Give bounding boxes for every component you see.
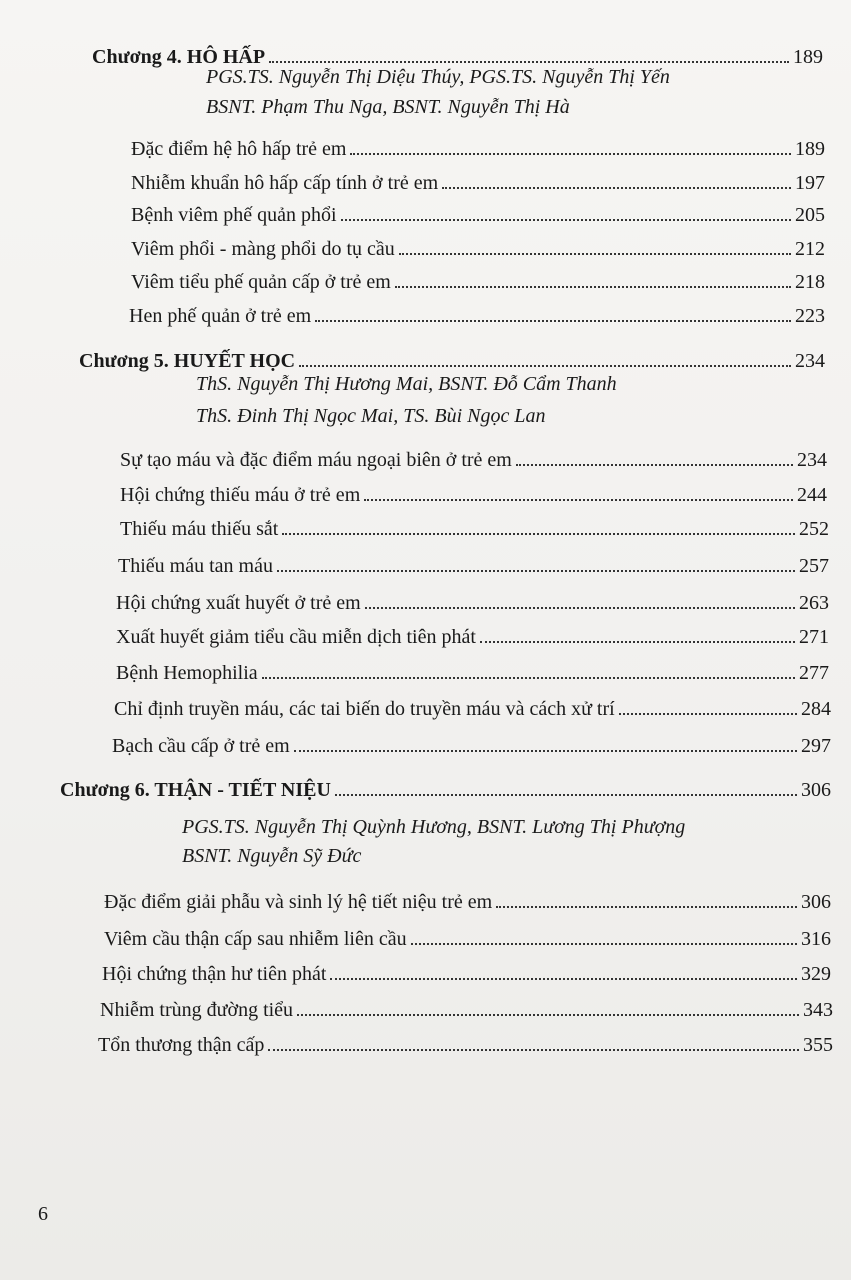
entry-page: 212 — [795, 238, 825, 260]
dot-leader — [315, 320, 791, 322]
entry-page: 244 — [797, 484, 827, 506]
toc-entry — [116, 662, 829, 685]
entry-title: Sự tạo máu và đặc điểm máu ngoại biên ở trẻ em — [120, 449, 512, 471]
entry-page: 197 — [795, 172, 825, 194]
entry-page: 263 — [799, 592, 829, 614]
toc-entry — [129, 305, 825, 328]
chapter-page: 189 — [793, 46, 823, 68]
dot-leader — [516, 464, 793, 466]
toc-entry — [116, 626, 829, 649]
entry-title: Hội chứng xuất huyết ở trẻ em — [116, 592, 361, 614]
entry-page: 284 — [801, 698, 831, 720]
entry-title: Hội chứng thận hư tiên phát — [102, 963, 327, 985]
toc-entry — [116, 592, 829, 615]
chapter-heading — [60, 779, 831, 802]
entry-page: 306 — [801, 891, 831, 913]
entry-page: 223 — [795, 305, 825, 327]
entry-title: Viêm tiểu phế quản cấp ở trẻ em — [131, 271, 391, 293]
dot-leader — [268, 1049, 799, 1051]
dot-leader — [442, 187, 791, 189]
toc-entry — [118, 555, 829, 578]
dot-leader — [364, 499, 793, 501]
entry-page: 316 — [801, 928, 831, 950]
dot-leader — [619, 713, 797, 715]
chapter-authors: PGS.TS. Nguyễn Thị Diệu Thúy, PGS.TS. Nguyễn Thị Yến — [206, 66, 670, 88]
dot-leader — [395, 286, 791, 288]
chapter-authors: PGS.TS. Nguyễn Thị Quỳnh Hương, BSNT. Lương Thị Phượng — [182, 816, 686, 838]
toc-entry — [98, 1034, 833, 1057]
entry-title: Nhiễm khuẩn hô hấp cấp tính ở trẻ em — [131, 172, 439, 194]
entry-page: 234 — [797, 449, 827, 471]
dot-leader — [335, 794, 797, 796]
toc-entry — [100, 999, 833, 1022]
entry-title: Chỉ định truyền máu, các tai biến do truyền máu và cách xử trí — [114, 698, 615, 720]
dot-leader — [365, 607, 795, 609]
entry-title: Bệnh Hemophilia — [116, 662, 258, 684]
entry-title: Thiếu máu thiếu sắt — [120, 518, 279, 540]
entry-page: 355 — [803, 1034, 833, 1056]
chapter-page: 234 — [795, 350, 825, 372]
entry-title: Thiếu máu tan máu — [118, 555, 273, 577]
entry-page: 297 — [801, 735, 831, 757]
chapter-authors: ThS. Đinh Thị Ngọc Mai, TS. Bùi Ngọc Lan — [196, 405, 546, 427]
dot-leader — [411, 943, 797, 945]
dot-leader — [399, 253, 791, 255]
entry-title: Đặc điểm hệ hô hấp trẻ em — [131, 138, 347, 160]
toc-entry — [131, 172, 825, 195]
toc-entry — [112, 735, 831, 758]
entry-title: Xuất huyết giảm tiểu cầu miễn dịch tiên phát — [116, 626, 476, 648]
toc-entry — [120, 484, 827, 507]
dot-leader — [297, 1014, 799, 1016]
chapter-title: Chương 4. HÔ HẤP — [92, 46, 266, 68]
toc-entry — [104, 928, 831, 951]
dot-leader — [282, 533, 795, 535]
chapter-heading — [79, 350, 825, 373]
toc-entry — [131, 238, 825, 261]
dot-leader — [341, 219, 791, 221]
chapter-title: Chương 6. THẬN - TIẾT NIỆU — [60, 779, 331, 801]
entry-title: Nhiễm trùng đường tiểu — [100, 999, 294, 1021]
entry-page: 189 — [795, 138, 825, 160]
entry-title: Viêm phổi - màng phổi do tụ cầu — [131, 238, 395, 260]
dot-leader — [480, 641, 795, 643]
dot-leader — [496, 906, 797, 908]
entry-page: 271 — [799, 626, 829, 648]
chapter-page: 306 — [801, 779, 831, 801]
entry-page: 218 — [795, 271, 825, 293]
entry-page: 277 — [799, 662, 829, 684]
entry-title: Đặc điểm giải phẫu và sinh lý hệ tiết niệu trẻ em — [104, 891, 493, 913]
dot-leader — [262, 677, 795, 679]
entry-title: Bạch cầu cấp ở trẻ em — [112, 735, 290, 757]
toc-entry — [120, 518, 829, 541]
entry-title: Hen phế quản ở trẻ em — [129, 305, 312, 327]
entry-title: Hội chứng thiếu máu ở trẻ em — [120, 484, 361, 506]
dot-leader — [294, 750, 797, 752]
chapter-title: Chương 5. HUYẾT HỌC — [79, 350, 296, 372]
chapter-authors: BSNT. Nguyễn Sỹ Đức — [182, 845, 362, 867]
toc-entry — [120, 449, 827, 472]
page-number: 6 — [38, 1203, 48, 1225]
entry-page: 252 — [799, 518, 829, 540]
chapter-authors: ThS. Nguyễn Thị Hương Mai, BSNT. Đỗ Cẩm Thanh — [196, 373, 617, 395]
entry-title: Viêm cầu thận cấp sau nhiễm liên cầu — [104, 928, 407, 950]
toc-entry — [114, 698, 831, 721]
toc-entry — [131, 204, 825, 227]
entry-page: 257 — [799, 555, 829, 577]
toc-entry — [102, 963, 831, 986]
dot-leader — [277, 570, 795, 572]
toc-entry — [131, 271, 825, 294]
dot-leader — [350, 153, 791, 155]
toc-entry — [131, 138, 825, 161]
dot-leader — [330, 978, 797, 980]
entry-page: 329 — [801, 963, 831, 985]
entry-title: Bệnh viêm phế quản phổi — [131, 204, 337, 226]
entry-title: Tổn thương thận cấp — [98, 1034, 265, 1056]
dot-leader — [299, 365, 791, 367]
entry-page: 205 — [795, 204, 825, 226]
dot-leader — [269, 61, 789, 63]
chapter-authors: BSNT. Phạm Thu Nga, BSNT. Nguyễn Thị Hà — [206, 96, 570, 118]
toc-entry — [104, 891, 831, 914]
entry-page: 343 — [803, 999, 833, 1021]
